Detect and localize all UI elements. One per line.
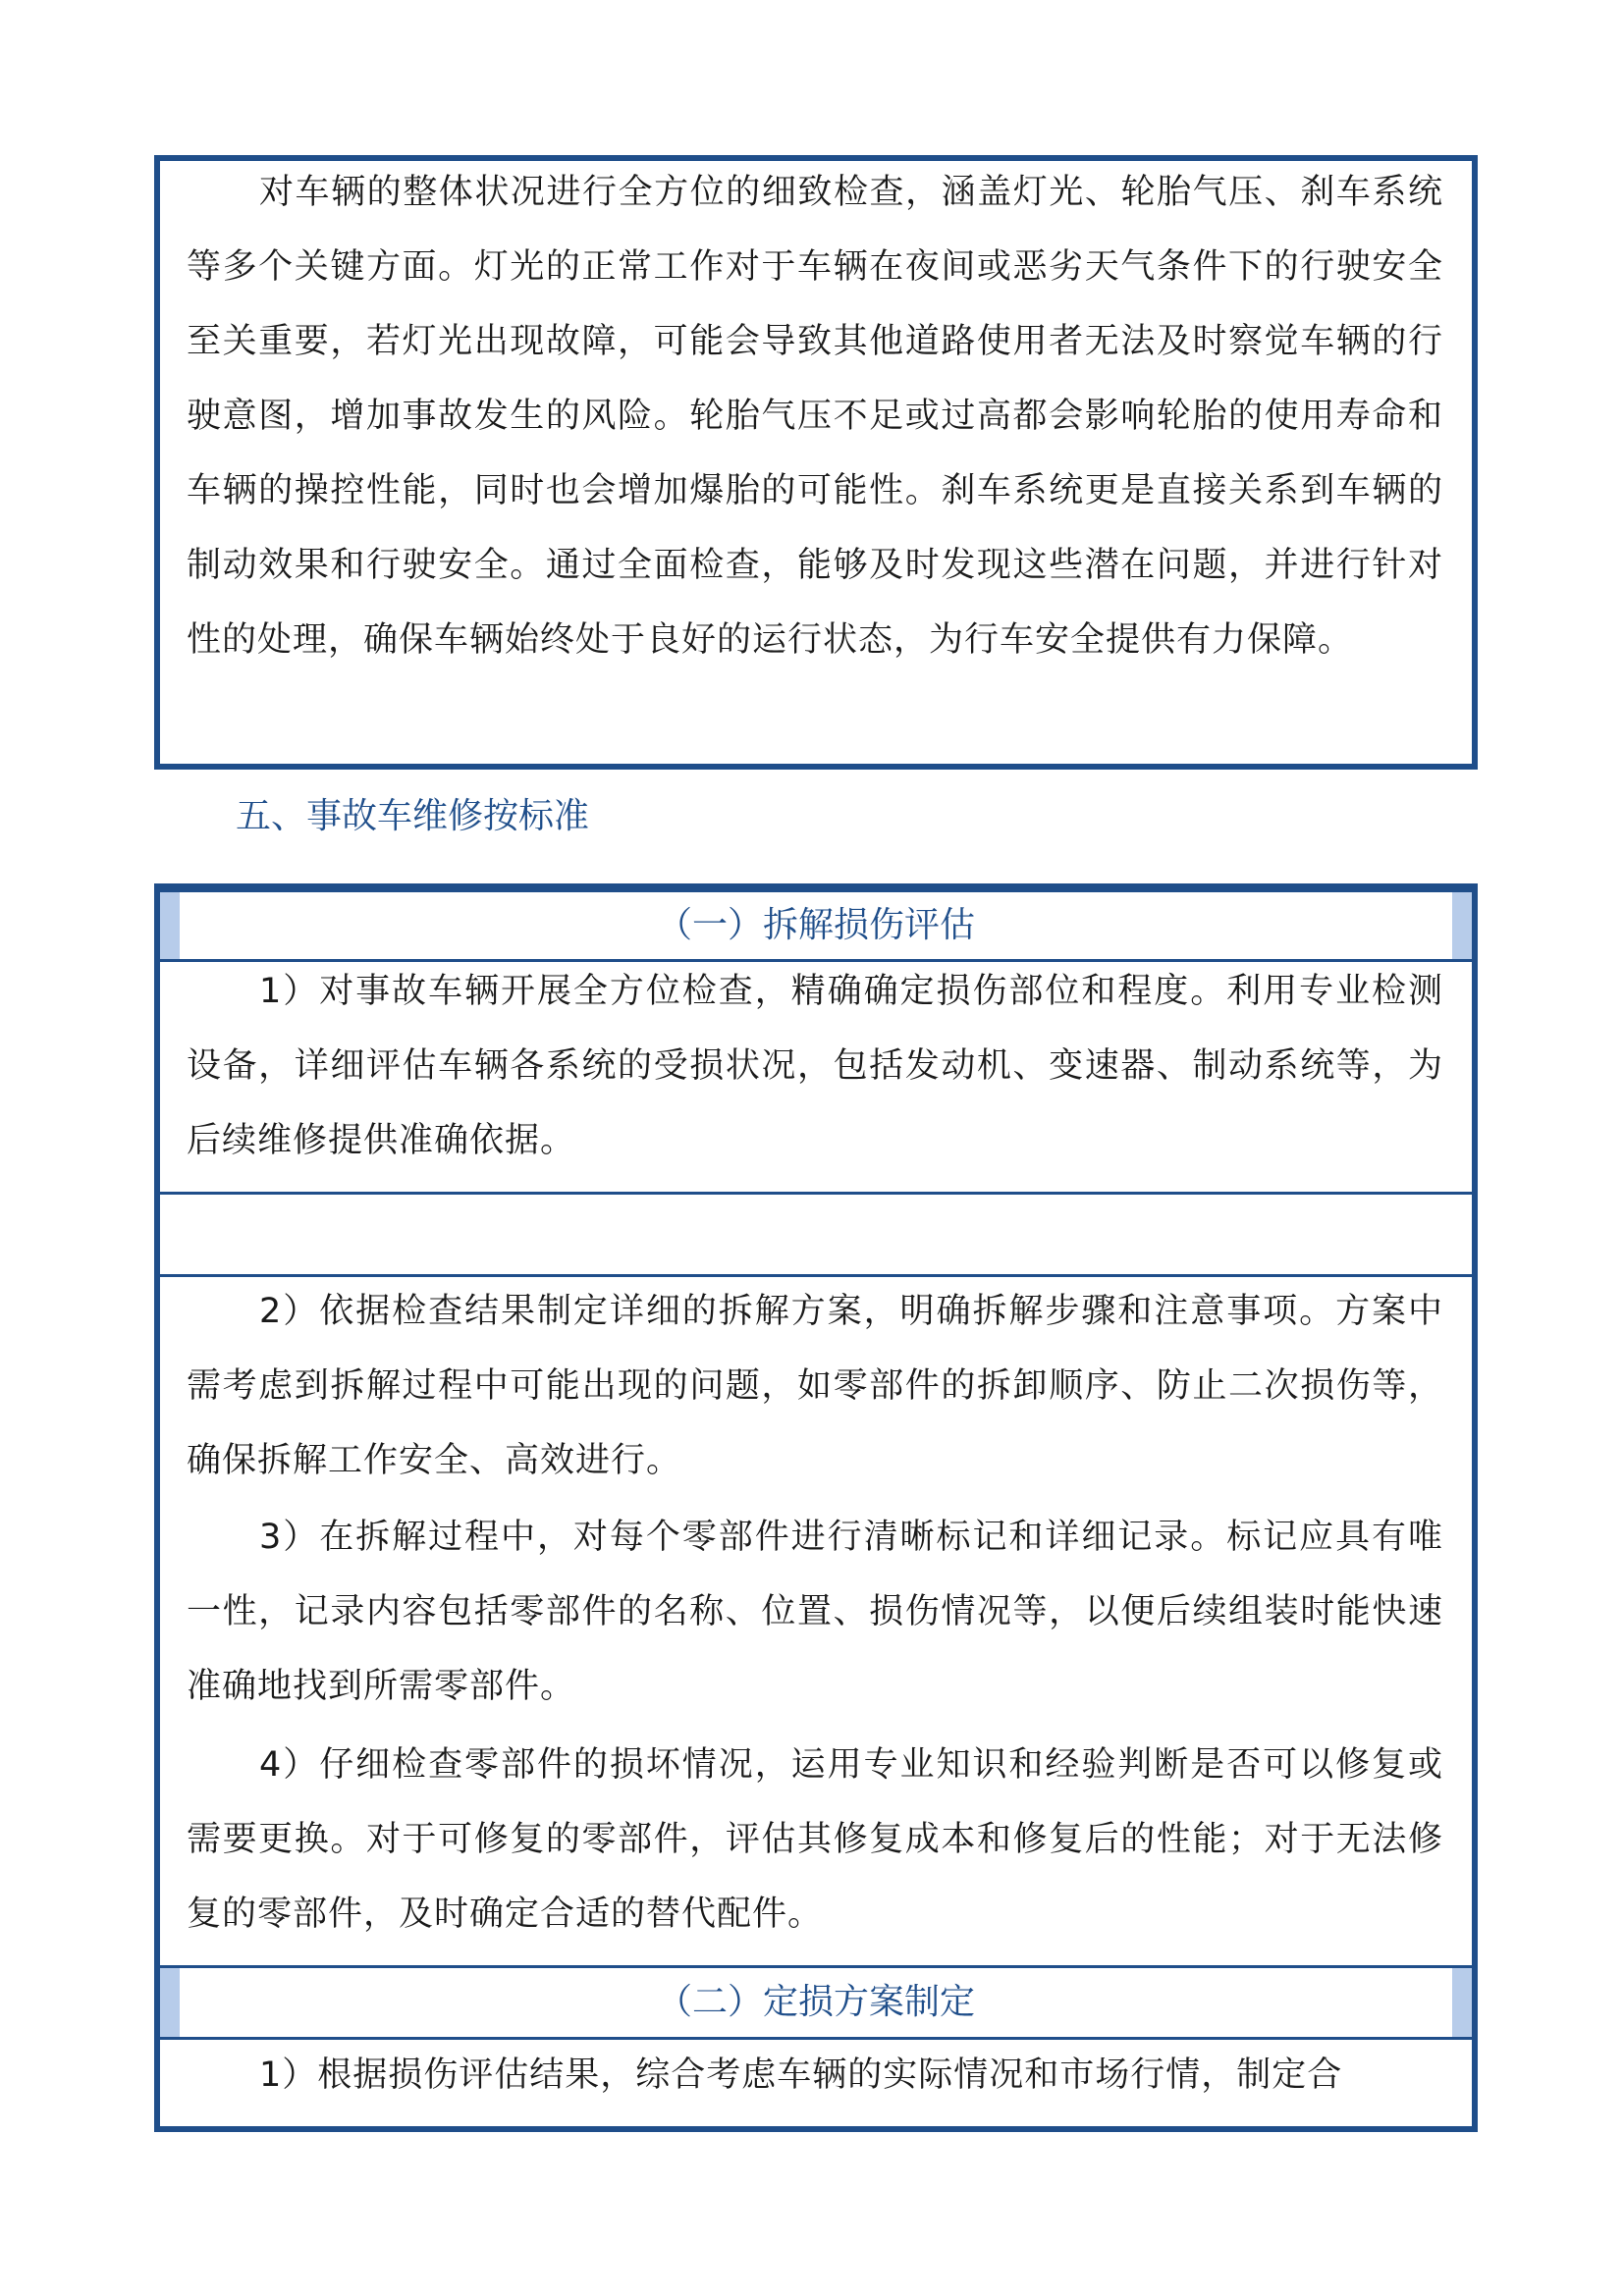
subsection-one-item-3: 3）在拆解过程中，对每个零部件进行清晰标记和详细记录。标记应具有唯一性，记录内容包括零部件的名称、位置、损伤情况等，以便后续组装时能快速准确地找到所需零部件。 [187,1518,1443,1706]
row-divider [160,1192,1472,1195]
subsection-one-item-2: 2）依据检查结果制定详细的拆解方案，明确拆解步骤和注意事项。方案中需考虑到拆解过程中可能出现的问题，如零部件的拆卸顺序、防止二次损伤等，确保拆解工作安全、高效进行。 [187,1292,1443,1480]
section-five-heading: 五、事故车维修按标准 [236,796,590,836]
subsection-two-title: （二）定损方案制定 [160,1965,1472,2040]
subsection-two-item-1: 1）根据损伤评估结果，综合考虑车辆的实际情况和市场行情，制定合 [259,2056,1343,2095]
subsection-one-item-4: 4）仔细检查零部件的损坏情况，运用专业知识和经验判断是否可以修复或需要更换。对于可修复的零部件，评估其修复成本和修复后的性能；对于无法修复的零部件，及时确定合适的替代配件。 [187,1745,1443,1934]
intro-paragraph: 对车辆的整体状况进行全方位的细致检查，涵盖灯光、轮胎气压、刹车系统等多个关键方面。灯光的正常工作对于车辆在夜间或恶劣天气条件下的行驶安全至关重要，若灯光出现故障，可能会导致其他道路使用者无法及时察觉车辆的行驶意图，增加事故发生的风险。轮胎气压不足或过高都会影响轮胎的使用寿命和车辆的操控性能，同时也会增加爆胎的可能性。刹车系统更是直接关系到车辆的制动效果和行驶安全。通过全面检查，能够及时发现这些潜在问题，并进行针对性的处理，确保车辆始终处于良好的运行状态，为行车安全提供有力保障。 [187,173,1443,660]
subsection-one-item-1: 1）对事故车辆开展全方位检查，精确确定损伤部位和程度。利用专业检测设备，详细评估车辆各系统的受损状况，包括发动机、变速器、制动系统等，为后续维修提供准确依据。 [187,972,1443,1160]
subsection-one-title: （一）拆解损伤评估 [160,889,1472,962]
